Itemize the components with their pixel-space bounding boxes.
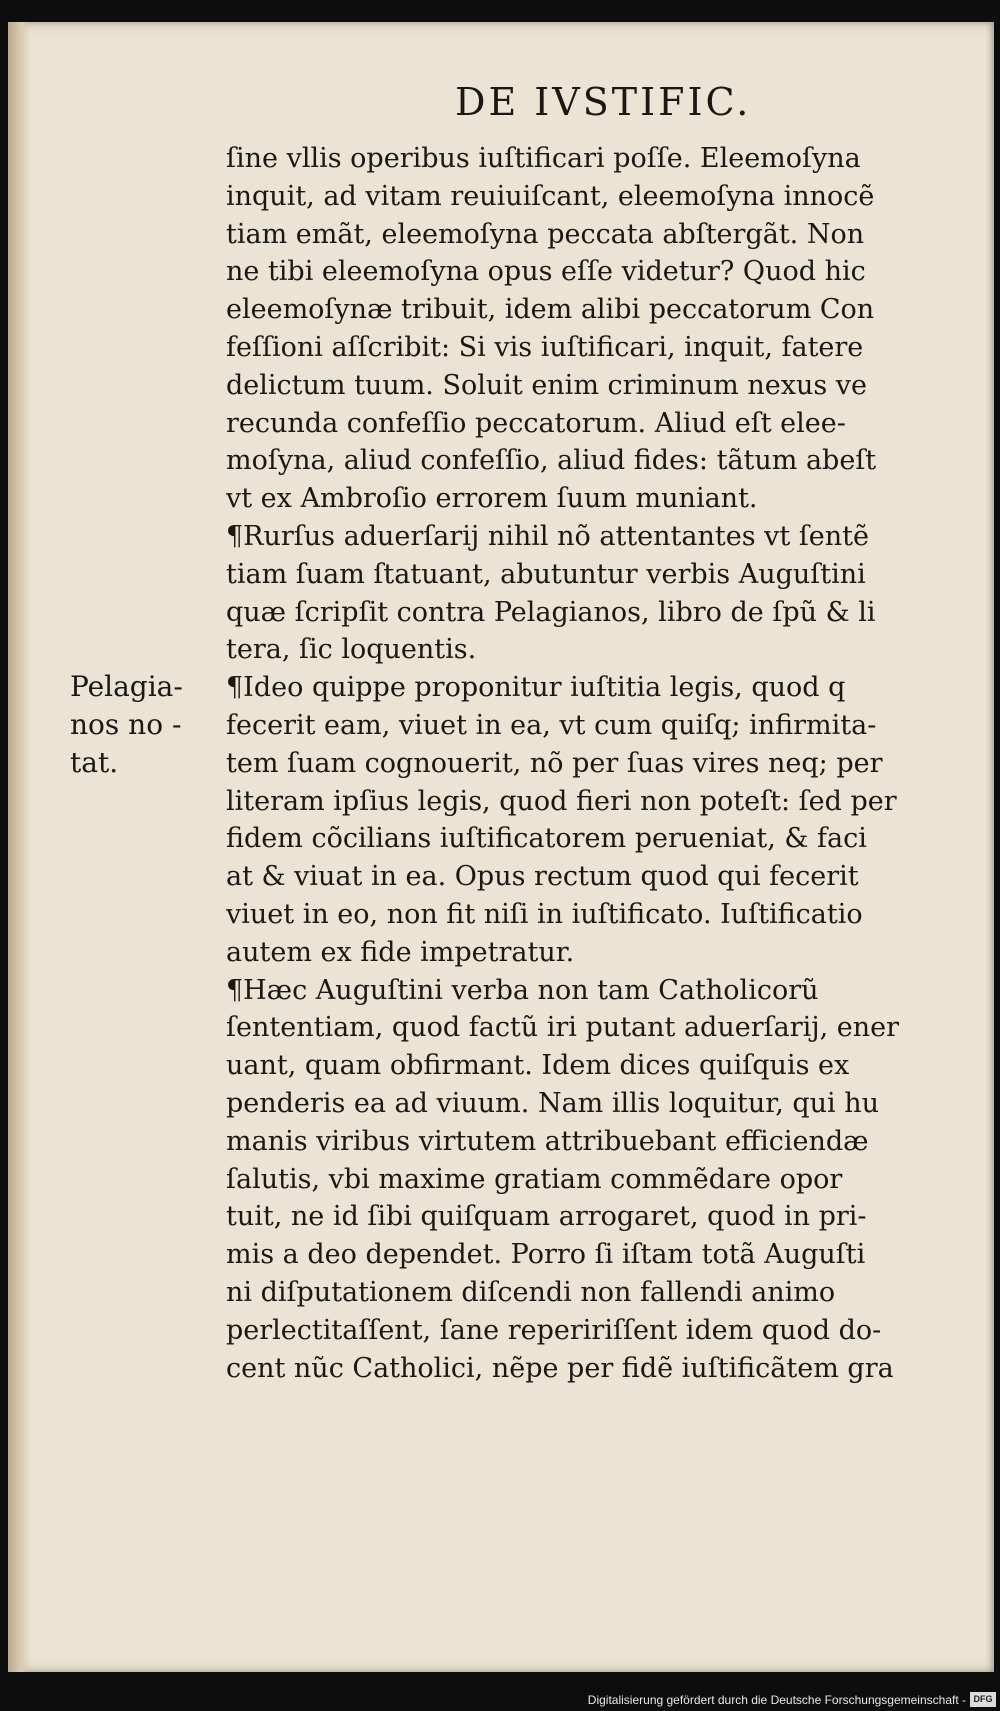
marginal-note-line: nos no - xyxy=(70,708,182,741)
text-line: eleemoſynæ tribuit, idem alibi peccatorum Con xyxy=(226,294,875,326)
text-line: ¶Ideo quippe proponitur iuſtitia legis, quod q xyxy=(226,672,846,704)
text-line: feſſioni aſſcribit: Si vis iuſtificari, inquit, fatere xyxy=(226,331,864,363)
text-line: mis a deo dependet. Porro ſi iſtam totã Auguſti xyxy=(226,1239,866,1271)
text-line: uant, quam obfirmant. Idem dices quiſquis ex xyxy=(226,1050,850,1082)
text-line: tiam ſuam ſtatuant, abutuntur verbis Auguſtini xyxy=(226,558,866,590)
text-line: manis viribus virtutem attribuebant efficiendæ xyxy=(226,1125,869,1157)
text-line: inquit, ad vitam reuiuiſcant, eleemoſyna innocẽ xyxy=(226,180,875,212)
marginal-note-line: tat. xyxy=(70,746,119,779)
text-line: viuet in eo, non fit niſi in iuſtificato. Iuſtificatio xyxy=(226,898,863,930)
text-line: delictum tuum. Soluit enim criminum nexus ve xyxy=(226,369,868,401)
text-line: tem ſuam cognouerit, nõ per ſuas vires neq; per xyxy=(226,747,883,779)
marginal-note-line: Pelagia- xyxy=(70,670,183,703)
text-line: moſyna, aliud confeſſio, aliud fides: tãtum abeſt xyxy=(226,445,877,477)
text-line: fidem cõcilians iuſtificatorem perueniat, & faci xyxy=(226,823,867,855)
text-line: tiam emãt, eleemoſyna peccata abſtergãt. Non xyxy=(226,218,865,250)
text-line: tuit, ne id ſibi quiſquam arrogaret, quod in pri- xyxy=(226,1201,867,1233)
digitization-credit: Digitalisierung gefördert durch die Deutsche Forschungsgemeinschaft - xyxy=(587,1693,966,1707)
running-head: DE IVSTIFIC. xyxy=(455,80,752,124)
text-line: ni diſputationem diſcendi non fallendi animo xyxy=(226,1276,836,1308)
text-line: tera, ſic loquentis. xyxy=(226,634,477,666)
text-line: autem ex fide impetratur. xyxy=(226,936,575,968)
text-line: ſine vllis operibus iuſtificari poſſe. Eleemoſyna xyxy=(226,143,861,174)
text-line: ¶Rurſus aduerſarij nihil nõ attentantes vt ſentẽ xyxy=(226,520,870,552)
marginal-note xyxy=(70,668,220,782)
text-line: at & viuat in ea. Opus rectum quod qui fecerit xyxy=(226,861,859,893)
text-line: literam ipſius legis, quod fieri non poteſt: ſed per xyxy=(226,785,897,817)
text-line: ſententiam, quod factũ iri putant aduerſarij, ener xyxy=(226,1012,900,1044)
body-text xyxy=(226,140,934,1387)
text-line: ¶Hæc Auguſtini verba non tam Catholicorũ xyxy=(226,974,819,1006)
text-line: ne tibi eleemoſyna opus eſſe videtur? Quod hic xyxy=(226,256,866,288)
text-line: quæ ſcripſit contra Pelagianos, libro de ſpũ & li xyxy=(226,596,876,628)
text-line: fecerit eam, viuet in ea, vt cum quiſq; infirmita- xyxy=(226,709,877,741)
text-line: perlectitaſſent, ſane repeririſſent idem quod do- xyxy=(226,1314,882,1346)
page-gutter-edge xyxy=(8,22,30,1672)
text-line: ſalutis, vbi maxime gratiam commẽdare opor xyxy=(226,1163,843,1195)
dfg-logo: DFG xyxy=(970,1692,996,1707)
text-line: recunda confeſſio peccatorum. Aliud eſt elee- xyxy=(226,407,846,439)
text-line: penderis ea ad viuum. Nam illis loquitur, qui hu xyxy=(226,1087,880,1119)
text-line: vt ex Ambroſio errorem ſuum muniant. xyxy=(226,483,758,515)
text-line: cent nũc Catholici, nẽpe per fidẽ iuſtificãtem gra xyxy=(226,1352,894,1384)
